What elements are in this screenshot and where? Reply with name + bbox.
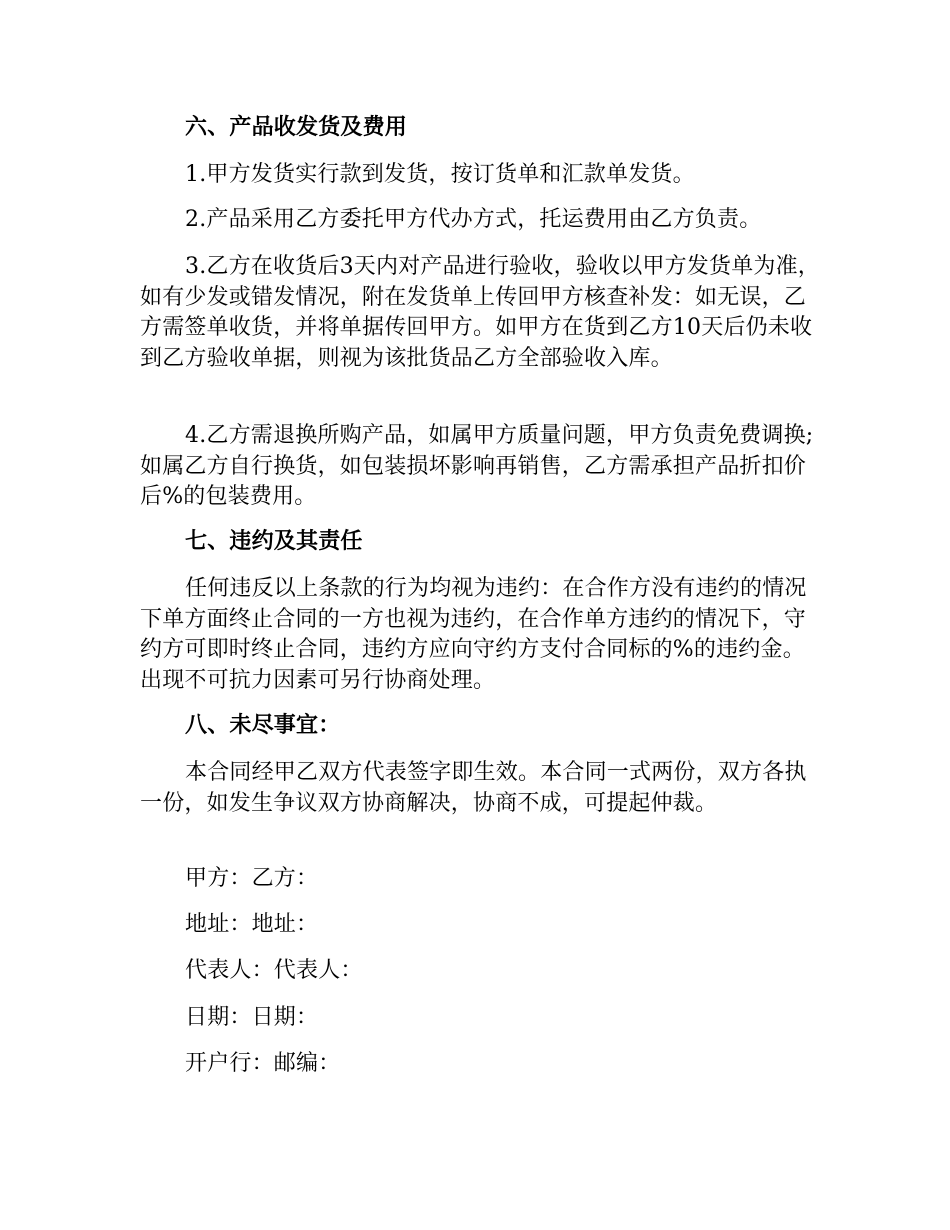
- section-7-heading: 七、违约及其责任: [185, 529, 363, 554]
- section-6-heading: 六、产品收发货及费用: [185, 115, 408, 140]
- section-6-item-1: 1.甲方发货实行款到发货，按订货单和汇款单发货。: [185, 162, 695, 187]
- signature-address-line: 地址：地址：: [185, 912, 319, 937]
- signature-representative-line: 代表人：代表人：: [185, 958, 363, 983]
- section-6-item-3: 3.乙方在收货后3天内对产品进行验收，验收以甲方发货单为准，如有少发或错发情况，附在发货单上传回甲方核查补发：如无误，乙方需签单收货，并将单据传回甲方。如甲方在货到乙方10天后仍未收到乙方验收单据，则视为该批货品乙方全部验收入库。: [140, 254, 820, 371]
- section-8-body: 本合同经甲乙双方代表签字即生效。本合同一式两份，双方各执一份，如发生争议双方协商解决，协商不成，可提起仲裁。: [140, 760, 807, 816]
- section-8-heading: 八、未尽事宜：: [185, 713, 341, 738]
- signature-date-line: 日期：日期：: [185, 1005, 319, 1030]
- section-6-item-2: 2.产品采用乙方委托甲方代办方式，托运费用由乙方负责。: [185, 207, 762, 232]
- signature-party-line: 甲方：乙方：: [185, 866, 319, 891]
- section-6-item-4: 4.乙方需退换所购产品，如属甲方质量问题，甲方负责免费调换;如属乙方自行换货，如包装损坏影响再销售，乙方需承担产品折扣价后%的包装费用。: [140, 423, 814, 509]
- signature-bank-postcode-line: 开户行：邮编：: [185, 1051, 341, 1076]
- section-7-body: 任何违反以上条款的行为均视为违约：在合作方没有违约的情况下单方面终止合同的一方也视为违约，在合作单方违约的情况下，守约方可即时终止合同，违约方应向守约方支付合同标的%的违约金。出现不可抗力因素可另行协商处理。: [140, 576, 807, 693]
